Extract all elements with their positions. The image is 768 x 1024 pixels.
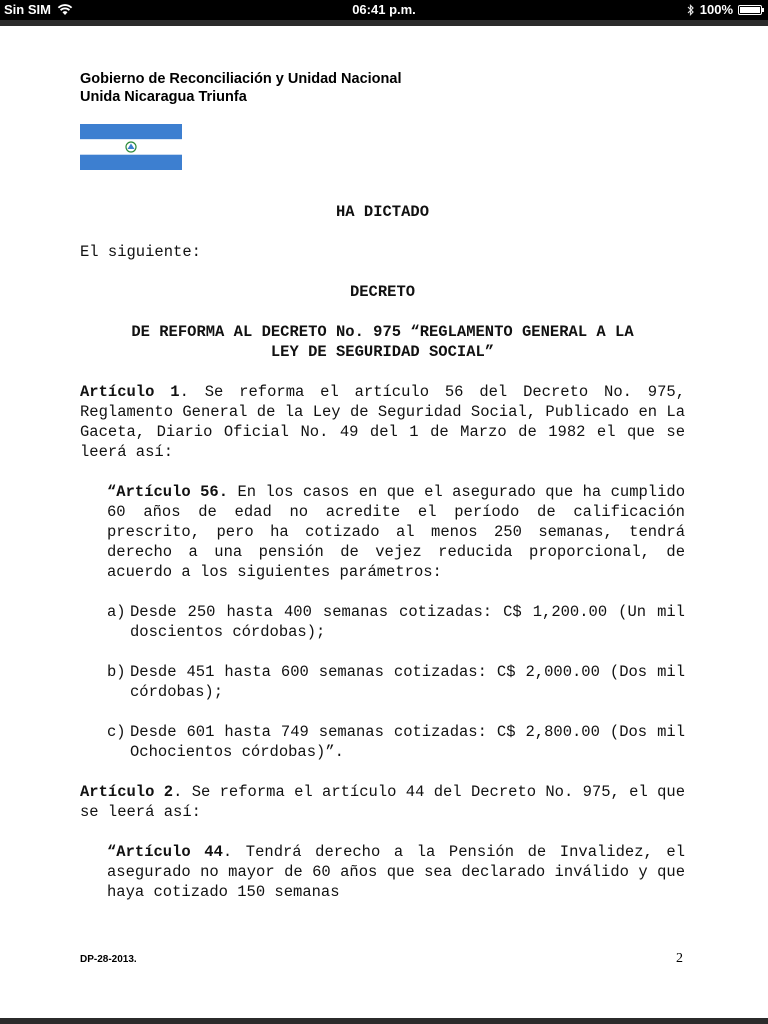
list-item — [107, 662, 685, 702]
article-1-label: Artículo 1 — [80, 383, 180, 401]
article-44-label: “Artículo 44 — [107, 843, 223, 861]
bluetooth-icon — [687, 4, 695, 16]
battery-fill — [740, 7, 760, 13]
battery-percent: 100% — [699, 2, 733, 17]
decree-subtitle-2: LEY DE SEGURIDAD SOCIAL” — [270, 343, 495, 361]
article-2-text: . Se reforma el artículo 44 del Decreto No. 975, el que se leerá así: — [80, 783, 686, 821]
list-item-text: Desde 451 hasta 600 semanas cotizadas: C$ 2,000.00 (Dos mil córdobas); — [130, 663, 685, 701]
document-page — [0, 26, 768, 1018]
article-56-label: “Artículo 56. — [107, 483, 229, 501]
carrier-label: Sin SIM — [4, 2, 51, 17]
footer-document-code: DP-28-2013. — [80, 954, 137, 965]
list-item-text: Desde 601 hasta 749 semanas cotizadas: C$ 2,800.00 (Dos mil Ochocientos córdobas)”. — [130, 723, 685, 761]
header-line-1: Gobierno de Reconciliación y Unidad Nacional — [80, 71, 402, 87]
article-1 — [80, 382, 685, 462]
intro-text: El siguiente: — [80, 243, 201, 261]
battery-icon — [738, 5, 762, 15]
decree-title: DECRETO — [349, 283, 416, 301]
header-line-2: Unida Nicaragua Triunfa — [80, 89, 247, 105]
list-item-text: Desde 250 hasta 400 semanas cotizadas: C$ 1,200.00 (Un mil doscientos córdobas); — [130, 603, 685, 641]
list-item-label: a) — [107, 603, 126, 621]
list-item — [107, 602, 685, 642]
list-item — [107, 722, 685, 762]
document-body — [80, 202, 685, 902]
article-2-label: Artículo 2 — [80, 783, 174, 801]
page-header — [80, 70, 401, 106]
list-item-label: b) — [107, 663, 126, 681]
clock: 06:41 p.m. — [352, 2, 416, 17]
nicaragua-flag — [80, 124, 182, 170]
decree-subtitle-1: DE REFORMA AL DECRETO No. 975 “REGLAMENTO GENERAL A LA — [131, 323, 634, 341]
article-1-text: . Se reforma el artículo 56 del Decreto No. 975, Reglamento General de la Ley de Seguridad Social, Publicado en La Gaceta, Diario Oficial No. 49 del 1 de Marzo de 1982 el que se leerá así: — [80, 383, 686, 461]
page-number: 2 — [676, 951, 683, 966]
status-bar — [0, 0, 768, 20]
article-44-text: . Tendrá derecho a la Pensión de Invalidez, el asegurado no mayor de 60 años que sea declarado inválido y que haya cotizado 150 semanas — [107, 843, 685, 901]
article-44 — [107, 842, 685, 902]
article-56 — [107, 482, 685, 582]
article-2 — [80, 782, 685, 822]
heading-ha-dictado: HA DICTADO — [335, 203, 429, 221]
article-56-text: En los casos en que el asegurado que ha cumplido 60 años de edad no acredite el período de calificación prescrito, pero ha cotizado al menos 250 semanas, tendrá derecho a una pensión de vejez reducida proporcional, de acuerdo a los siguientes parámetros: — [107, 483, 686, 581]
list-item-label: c) — [107, 723, 126, 741]
